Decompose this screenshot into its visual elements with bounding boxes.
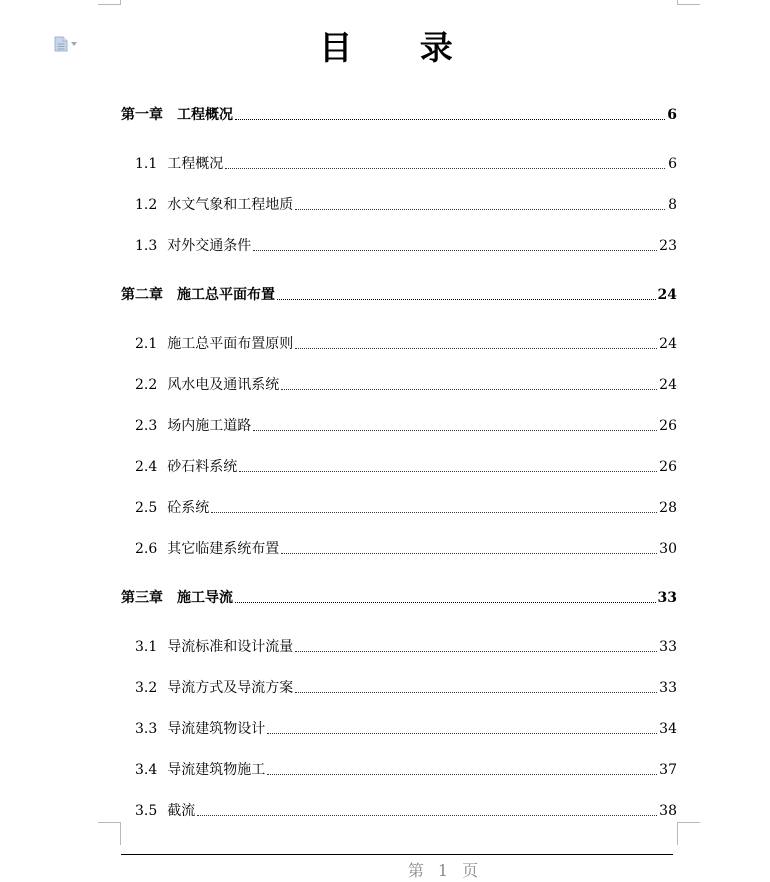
toc-entry-number: 第二章 [121, 287, 163, 303]
toc-leader-dots [281, 388, 657, 390]
toc-entry-number: 1.1 [135, 156, 158, 172]
page-footer [0, 858, 770, 881]
toc-section-entry[interactable] [135, 718, 677, 738]
toc-entry-page-number: 24 [657, 287, 677, 303]
toc-leader-dots [295, 208, 665, 210]
toc-entry-text: 对外交通条件 [167, 238, 252, 254]
toc-entry-page-number: 26 [659, 418, 677, 434]
toc-section-entry[interactable] [135, 235, 677, 255]
toc-section-entry[interactable] [135, 497, 677, 517]
toc-entry-page-number: 33 [659, 639, 677, 655]
toc-chapter-entry[interactable] [121, 284, 677, 304]
toc-entry-text: 水文气象和工程地质 [167, 197, 294, 213]
toc-leader-dots [281, 552, 657, 554]
toc-entry-page-number: 33 [659, 680, 677, 696]
toc-leader-dots [277, 298, 656, 300]
toc-entry-number: 2.5 [135, 500, 158, 516]
toc-section-entry[interactable] [135, 456, 677, 476]
corner-mark-bottom-right [677, 822, 700, 845]
toc-entry-number: 3.1 [135, 639, 158, 655]
toc-leader-dots [197, 814, 657, 816]
toc-entry-text: 施工总平面布置原则 [167, 336, 294, 352]
toc-entry-page-number: 6 [667, 107, 677, 123]
toc-title: 目 录 [319, 28, 481, 67]
toc-section-entry[interactable] [135, 374, 677, 394]
footer-prefix: 第 [407, 861, 438, 880]
toc-leader-dots [235, 601, 656, 603]
toc-entry-number: 2.6 [135, 541, 158, 557]
toc-leader-dots [253, 249, 657, 251]
toc-entry-page-number: 8 [668, 197, 677, 213]
toc-entry-text: 砼系统 [167, 500, 210, 516]
toc-leader-dots [239, 470, 657, 472]
toc-entry-number: 2.3 [135, 418, 158, 434]
toc-section-entry[interactable] [135, 194, 677, 214]
corner-mark-bottom-left [98, 822, 121, 845]
toc-entry-number: 3.5 [135, 803, 158, 819]
toc-leader-dots [295, 650, 657, 652]
toc-entry-page-number: 24 [659, 377, 677, 393]
toc-section-entry[interactable] [135, 636, 677, 656]
toc-leader-dots [295, 347, 657, 349]
toc-entry-text: 砂石料系统 [167, 459, 238, 475]
toc-entry-number: 3.2 [135, 680, 158, 696]
toc-entry-page-number: 28 [659, 500, 677, 516]
toc-chapter-entry[interactable] [121, 587, 677, 607]
toc-leader-dots [235, 118, 665, 120]
toc-entry-number: 1.2 [135, 197, 158, 213]
toc-entry-page-number: 26 [659, 459, 677, 475]
toc-entry-text: 工程概况 [177, 107, 233, 123]
corner-mark-top-left [98, 0, 121, 5]
toc-entry-number: 1.3 [135, 238, 158, 254]
toc-entry-text: 施工总平面布置 [177, 287, 275, 303]
toc-entry-text: 导流建筑物施工 [167, 762, 266, 778]
toc-entry-number: 第一章 [121, 107, 163, 123]
toc-section-entry[interactable] [135, 677, 677, 697]
toc-entry-text: 导流建筑物设计 [167, 721, 266, 737]
toc-entry-number: 2.4 [135, 459, 158, 475]
toc-entry-text: 其它临建系统布置 [167, 541, 280, 557]
toc-entry-text: 导流方式及导流方案 [167, 680, 294, 696]
toc-section-entry[interactable] [135, 333, 677, 353]
toc-leader-dots [211, 511, 657, 513]
toc-entry-text: 风水电及通讯系统 [167, 377, 280, 393]
toc-entry-text: 工程概况 [167, 156, 224, 172]
footer-suffix: 页 [462, 861, 493, 880]
toc-leader-dots [295, 691, 657, 693]
toc-entry-number: 2.1 [135, 336, 158, 352]
toc-leader-dots [225, 167, 665, 169]
toc-section-entry[interactable] [135, 415, 677, 435]
toc-entry-text: 场内施工道路 [167, 418, 252, 434]
toc-entry-page-number: 23 [659, 238, 677, 254]
toc-chapter-entry[interactable] [121, 104, 677, 124]
footer-page-number: 1 [437, 861, 463, 880]
toc-entry-number: 第三章 [121, 590, 163, 606]
toc-entry-text: 导流标准和设计流量 [167, 639, 294, 655]
toc-leader-dots [267, 732, 657, 734]
toc-section-entry[interactable] [135, 538, 677, 558]
toc-section-entry[interactable] [135, 153, 677, 173]
toc-entry-text: 施工导流 [177, 590, 233, 606]
toc-entry-page-number: 33 [657, 590, 677, 606]
toc-entry-number: 3.4 [135, 762, 158, 778]
toc-entry-page-number: 30 [659, 541, 677, 557]
footer-divider [121, 854, 673, 855]
toc-entry-page-number: 37 [659, 762, 677, 778]
toc-leader-dots [267, 773, 657, 775]
corner-mark-top-right [677, 0, 700, 5]
toc-entry-page-number: 6 [668, 156, 677, 172]
toc-entry-page-number: 24 [659, 336, 677, 352]
toc-entry-number: 3.3 [135, 721, 158, 737]
toc-entry-number: 2.2 [135, 377, 158, 393]
toc-section-entry[interactable] [135, 800, 677, 820]
toc-entry-text: 截流 [167, 803, 196, 819]
toc-section-entry[interactable] [135, 759, 677, 779]
toc-leader-dots [253, 429, 657, 431]
toc-entry-page-number: 38 [659, 803, 677, 819]
toc-entry-page-number: 34 [659, 721, 677, 737]
